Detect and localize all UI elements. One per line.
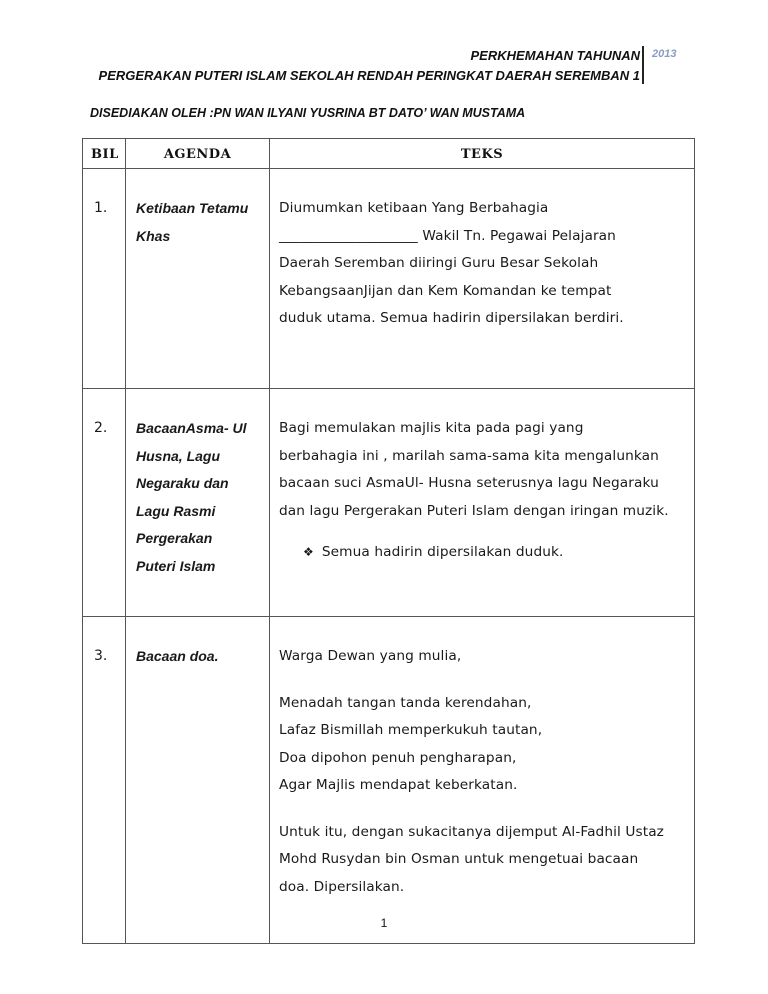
- page-header: [0, 46, 768, 86]
- header-line-1: PERKHEMAHAN TAHUNAN: [470, 48, 640, 63]
- agenda-line: Ketibaan Tetamu: [136, 200, 249, 216]
- row-number: 1.: [83, 169, 126, 389]
- greeting-line: Warga Dewan yang mulia,: [279, 648, 462, 664]
- agenda-table: [82, 138, 695, 944]
- diamond-bullet-icon: ❖: [303, 545, 314, 559]
- header-year: 2013: [652, 48, 677, 60]
- table-row: [83, 169, 695, 389]
- closing-line: Untuk itu, dengan sukacitanya dijemput Al-Fadhil Ustaz: [279, 823, 664, 840]
- teks-line: berbahagia ini , marilah sama-sama kita mengalunkan: [279, 447, 659, 464]
- agenda-line: Lagu Rasmi: [136, 502, 216, 519]
- teks-line: ____________________ Wakil Tn. Pegawai Pelajaran: [279, 227, 616, 244]
- header-divider: [642, 46, 644, 84]
- bullet-text: Semua hadirin dipersilakan duduk.: [321, 544, 564, 560]
- agenda-line: Husna, Lagu: [136, 447, 221, 464]
- page-number: 1: [380, 916, 388, 930]
- prepared-by: DISEDIAKAN OLEH :PN WAN ILYANI YUSRINA BT DATO’ WAN MUSTAMA: [90, 106, 526, 120]
- row-teks: [270, 389, 695, 617]
- teks-line: duduk utama. Semua hadirin dipersilakan berdiri.: [279, 310, 624, 326]
- table-row: [83, 617, 695, 944]
- spacer: [279, 800, 688, 819]
- agenda-line: Khas: [136, 227, 171, 244]
- header-title: [99, 46, 640, 86]
- poem-line: Lafaz Bismillah memperkukuh tautan,: [279, 722, 543, 738]
- agenda-line: Puteri Islam: [136, 557, 216, 574]
- table-row: [83, 389, 695, 617]
- poem-line: Menadah tangan tanda kerendahan,: [279, 694, 532, 711]
- teks-line: KebangsaanJijan dan Kem Komandan ke tempat: [279, 282, 612, 299]
- row-agenda: [126, 169, 270, 389]
- row-agenda: [126, 389, 270, 617]
- header-bil: BIL: [83, 139, 126, 169]
- row-teks: [270, 169, 695, 389]
- spacer: [279, 671, 688, 690]
- teks-line: bacaan suci AsmaUl- Husna seterusnya lagu Negaraku: [279, 475, 659, 491]
- row-number: 3.: [83, 617, 126, 944]
- row-teks: [270, 617, 695, 944]
- bullet-item: [279, 539, 688, 567]
- header-teks: TEKS: [270, 139, 695, 169]
- table-header-row: [83, 139, 695, 169]
- agenda-line: BacaanAsma- Ul: [136, 420, 247, 436]
- agenda-line: Negaraku dan: [136, 475, 229, 491]
- teks-line: Diumumkan ketibaan Yang Berbahagia: [279, 200, 549, 216]
- teks-line: Bagi memulakan majlis kita pada pagi yang: [279, 420, 584, 436]
- header-agenda: AGENDA: [126, 139, 270, 169]
- poem-line: Doa dipohon penuh pengharapan,: [279, 749, 517, 766]
- teks-line: dan lagu Pergerakan Puteri Islam dengan iringan muzik.: [279, 502, 669, 519]
- row-agenda: [126, 617, 270, 944]
- closing-line: Mohd Rusydan bin Osman untuk mengetuai bacaan: [279, 851, 639, 867]
- agenda-line: Bacaan doa.: [136, 648, 219, 664]
- header-line-2: PERGERAKAN PUTERI ISLAM SEKOLAH RENDAH PERINGKAT DAERAH SEREMBAN 1: [98, 68, 640, 83]
- row-number: 2.: [83, 389, 126, 617]
- agenda-line: Pergerakan: [136, 530, 213, 546]
- teks-line: Daerah Seremban diiringi Guru Besar Sekolah: [279, 255, 599, 271]
- closing-line: doa. Dipersilakan.: [279, 878, 405, 895]
- poem-line: Agar Majlis mendapat keberkatan.: [279, 777, 518, 793]
